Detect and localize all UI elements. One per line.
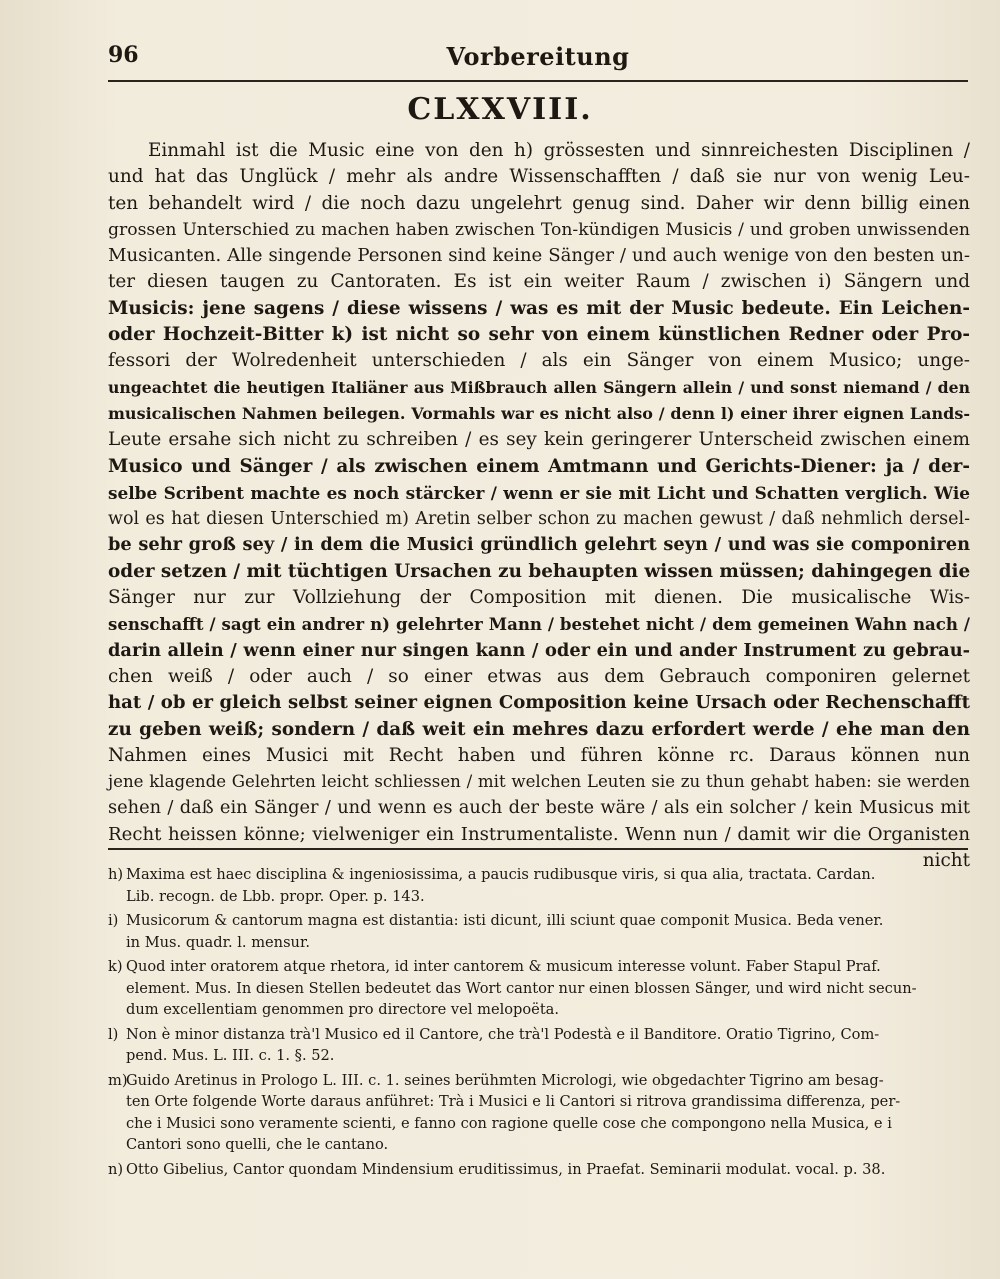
footnote-line (108, 864, 974, 886)
footnote-line (108, 1113, 974, 1135)
text-line: nicht (922, 850, 970, 872)
footnote-text: ten Orte folgende Worte daraus anführet: Trà i Musici e li Cantori si ritrova grandissima differenza, per- (126, 1093, 901, 1110)
footnote-line (108, 1024, 974, 1046)
text-line: jene klagende Gelehrten leicht schliessen / mit welchen Leuten sie zu thun gehabt haben: sie werden (108, 772, 970, 792)
footnote-text: che i Musici sono veramente scienti, e fanno con ragione quelle cose che compongono nella Musica, e i (126, 1114, 892, 1132)
footnote (108, 864, 974, 907)
footnote-line (108, 1091, 974, 1113)
footnote-line (108, 910, 974, 932)
running-head: Vorbereitung (446, 42, 630, 71)
footnote-text: in Mus. quadr. l. mensur. (126, 933, 310, 951)
footnote-line (108, 1070, 974, 1092)
footnote (108, 1070, 974, 1156)
footnote-marker: n) (108, 1160, 124, 1178)
page-number: 96 (108, 42, 139, 68)
text-line: und hat das Unglück / mehr als andre Wissenschafften / daß sie nur von wenig Leu- (108, 166, 970, 188)
footnotes (108, 864, 974, 1183)
text-line: Musicis: jene sagens / diese wissens / was es mit der Music bedeute. Ein Leichen- (108, 297, 970, 319)
footnote-marker: i) (108, 912, 119, 929)
text-line: grossen Unterschied zu machen haben zwischen Ton-kündigen Musicis / und groben unwissenden (108, 219, 970, 240)
footnote-marker: m) (108, 1071, 128, 1089)
page-header (108, 38, 968, 74)
footnote-text: Musicorum & cantorum magna est distantia: isti dicunt, illi sciunt quae componit Musica. Beda vener. (126, 912, 884, 929)
text-line: fessori der Wolredenheit unterschieden / als ein Sänger von einem Musico; unge- (108, 350, 970, 372)
footnote-line (108, 956, 974, 978)
footnote-text: Guido Aretinus in Prologo L. III. c. 1. seines berühmten Micrologi, wie obgedachter Tigrino am besag- (126, 1071, 884, 1089)
text-line: be sehr groß sey / in dem die Musici gründlich gelehrt seyn / und was sie componiren (108, 534, 970, 556)
text-line: oder Hochzeit-Bitter k) ist nicht so sehr von einem künstlichen Redner oder Pro- (108, 324, 970, 346)
footnote-text: Non è minor distanza trà'l Musico ed il Cantore, che trà'l Podestà e il Banditore. Oratio Tigrino, Com- (126, 1025, 880, 1043)
text-line: wol es hat diesen Unterschied m) Aretin selber schon zu machen gewust / daß nehmlich dersel- (108, 509, 970, 530)
footnote-text: Lib. recogn. de Lbb. propr. Oper. p. 143. (126, 887, 425, 905)
text-line: Leute ersahe sich nicht zu schreiben / es sey kein geringerer Unterscheid zwischen einem (108, 429, 970, 451)
text-line: hat / ob er gleich selbst seiner eignen Composition keine Ursach oder Rechenschafft (108, 692, 970, 714)
text-line: ungeachtet die heutigen Italiäner aus Mißbrauch allen Sängern allein / und sonst niemand / den (108, 377, 970, 397)
footnote-marker: k) (108, 958, 123, 975)
footnote-text: element. Mus. In diesen Stellen bedeutet das Wort cantor nur einen blossen Sänger, und wird nicht secun- (126, 979, 917, 997)
text-line: chen weiß / oder auch / so einer etwas aus dem Gebrauch componiren gelernet (108, 665, 970, 687)
text-line: oder setzen / mit tüchtigen Ursachen zu behaupten wissen müssen; dahingegen die (108, 560, 971, 582)
footnote-text: pend. Mus. L. III. c. 1. §. 52. (126, 1047, 335, 1064)
footnote-line (108, 1045, 974, 1067)
footnote-text: Otto Gibelius, Cantor quondam Mindensium eruditissimus, in Praefat. Seminarii modulat. vocal. p. 38. (126, 1160, 886, 1178)
text-line: ten behandelt wird / die noch dazu ungelehrt genug sind. Daher wir denn billig einen (108, 192, 970, 214)
text-line: selbe Scribent machte es noch stärcker / wenn er sie mit Licht und Schatten verglich. Wie (108, 482, 970, 503)
text-line: ter diesen taugen zu Cantoraten. Es ist ein weiter Raum / zwischen i) Sängern und (108, 271, 970, 293)
text-line: musicalischen Nahmen beilegen. Vormahls war es nicht also / denn l) einer ihrer eignen Lands- (108, 403, 970, 423)
text-line: Musicanten. Alle singende Personen sind keine Sänger / und auch wenige von den besten un- (108, 245, 970, 267)
chapter-number: CLXXVIII. (407, 92, 593, 127)
footnote-text: Maxima est haec disciplina & ingeniosissima, a paucis rudibusque viris, si qua alia, tractata. Cardan. (126, 866, 876, 883)
text-line: Sänger nur zur Vollziehung der Composition mit dienen. Die musicalische Wis- (108, 587, 970, 609)
footnote-marker: l) (108, 1025, 119, 1043)
footnote-rule (108, 848, 968, 850)
header-rule (108, 80, 968, 82)
footnote-text: Cantori sono quelli, che le cantano. (126, 1136, 389, 1153)
text-line: darin allein / wenn einer nur singen kann / oder ein und ander Instrument zu gebrau- (108, 639, 970, 661)
footnote-line (108, 999, 974, 1021)
footnote-line (108, 1134, 974, 1156)
footnote-text: dum excellentiam genommen pro directore vel melopoëta. (126, 1001, 560, 1018)
text-line: zu geben weiß; sondern / daß weit ein mehres dazu erfordert werde / ehe man den (108, 718, 970, 740)
text-line: senschafft / sagt ein andrer n) gelehrter Mann / bestehet nicht / dem gemeinen Wahn nach / (108, 614, 970, 635)
footnote-marker: h) (108, 866, 124, 883)
footnote-line (108, 932, 974, 954)
text-line: sehen / daß ein Sänger / und wenn es auch der beste wäre / als ein solcher / kein Musicus mit (108, 797, 970, 819)
footnote (108, 956, 974, 1021)
text-line: Musico und Sänger / als zwischen einem Amtmann und Gerichts-Diener: ja / der- (108, 455, 970, 477)
footnote-line (108, 978, 974, 1000)
footnote-text: Quod inter oratorem atque rhetora, id inter cantorem & musicum interesse volunt. Faber Stapul Praf. (126, 958, 881, 975)
footnote (108, 1024, 974, 1067)
footnote-line (108, 1159, 974, 1181)
text-line: Recht heissen könne; vielweniger ein Instrumentaliste. Wenn nun / damit wir die Organisten (108, 823, 970, 845)
text-line: Nahmen eines Musici mit Recht haben und führen könne rc. Daraus können nun (108, 744, 970, 766)
footnote (108, 910, 974, 953)
footnote-line (108, 886, 974, 908)
footnote (108, 1159, 974, 1181)
text-line: Einmahl ist die Music eine von den h) grössesten und sinnreichesten Disciplinen / (148, 140, 970, 161)
main-text (108, 138, 970, 874)
